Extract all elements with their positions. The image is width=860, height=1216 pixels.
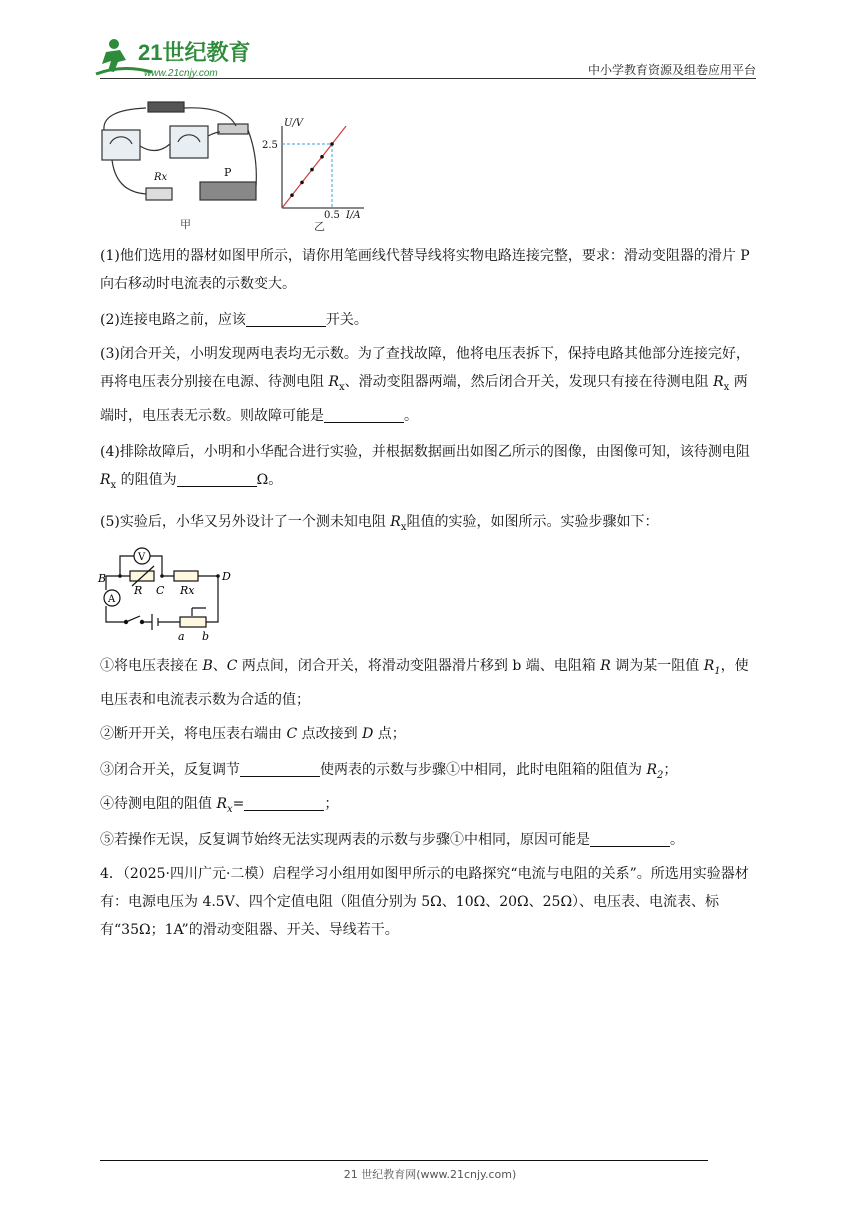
- q3-text-a: (3)闭合开关，小明发现两电表均无示数。为了查找故障，他将电压表拆下，保持电路其他部分连接完好，再将电压表分别接在电源、待测电阻: [100, 346, 750, 390]
- s3-text-a: ③闭合开关，反复调节: [100, 762, 240, 778]
- data-point: [310, 168, 314, 172]
- data-point: [290, 193, 294, 197]
- r1-symbol: R: [703, 658, 715, 674]
- logo-url: www.21cnjy.com: [144, 68, 218, 79]
- x-axis-label: I/A: [346, 210, 361, 221]
- s5-text-a: ⑤若操作无误，反复调节始终无法实现两表的示数与步骤①中相同，原因可能是: [100, 832, 590, 848]
- s3-text-c: ；: [663, 762, 678, 778]
- question-1: (1)他们选用的器材如图甲所示，请你用笔画线代替导线将实物电路连接完整，要求：滑动变阻器的滑片 P 向右移动时电流表的示数变大。: [100, 248, 750, 292]
- question-2: [100, 306, 756, 334]
- header-divider: [100, 78, 756, 79]
- rheostat-end-b-label: b: [202, 630, 210, 643]
- s1-text-a: ①将电压表接在: [100, 658, 203, 674]
- step-3: [100, 756, 756, 790]
- y-axis-label: U/V: [284, 118, 304, 129]
- question-4-next: 4．（2025·四川广元·二模）启程学习小组用如图甲所示的电路探究“电流与电阻的关系”。所选用实验器材有：电源电压为 4.5V、四个定值电阻（阻值分别为 5Ω、10Ω、20Ω、25Ω）、电压表、电流表、标有“35Ω；1A”的滑动变阻器、开关、导线若干。: [100, 866, 749, 938]
- s4-text-a: ④待测电阻的阻值: [100, 796, 217, 812]
- r2-subscript: 2: [657, 769, 664, 781]
- q2-text-a: (2)连接电路之前，应该: [100, 312, 246, 328]
- ui-graph: [262, 118, 364, 221]
- rx-symbol: R: [713, 374, 724, 390]
- rheostat-symbol: [180, 617, 206, 627]
- question-3: [100, 340, 756, 430]
- resistor-rx: [174, 571, 198, 581]
- rx-subscript: x: [227, 803, 233, 815]
- point-b-symbol: B: [202, 658, 213, 674]
- rheostat-end-a-label: a: [178, 630, 185, 643]
- rx-subscript: x: [339, 381, 345, 393]
- ammeter-icon: [170, 126, 208, 158]
- r2-symbol: R: [646, 762, 657, 778]
- s2-text-c: 点；: [373, 726, 406, 742]
- q3-text-d: 。: [404, 407, 418, 424]
- rx-subscript: x: [110, 479, 117, 491]
- battery-pack-icon: [148, 102, 184, 112]
- s4-text-b: =: [232, 796, 245, 812]
- header-platform-text: 中小学教育资源及组卷应用平台: [587, 63, 756, 77]
- switch-symbol: [126, 616, 140, 622]
- s2-text-b: 点改接到: [297, 726, 363, 742]
- rx-symbol: R: [100, 472, 111, 488]
- point-b-label: B: [98, 572, 107, 585]
- logo-text: 21世纪教育: [138, 40, 251, 65]
- s1-text-c: 两点间，闭合开关，将滑动变阻器滑片移到 b 端、电阻箱: [237, 658, 601, 674]
- point-d-symbol: D: [362, 726, 374, 742]
- answer-blank: [244, 794, 324, 811]
- point-c-symbol: C: [226, 658, 238, 674]
- q4-text-c: Ω。: [256, 472, 283, 488]
- q5-text-a: (5)实验后，小华又另外设计了一个测未知电阻: [100, 514, 391, 530]
- rx-symbol: R: [216, 796, 227, 812]
- caption-yi: 乙: [314, 220, 325, 233]
- ammeter-label: A: [108, 594, 116, 605]
- s3-text-b: 使两表的示数与步骤①中相同，此时电阻箱的阻值为: [320, 762, 647, 778]
- s1-text-d: 调为某一阻值: [610, 658, 704, 674]
- point-c-symbol: C: [286, 726, 298, 742]
- q2-text-b: 开关。: [325, 312, 368, 328]
- resistor-rx-icon: [146, 188, 172, 200]
- figure-apparatus-and-graph: [96, 96, 396, 236]
- q3-text-b: 、滑动变阻器两端，然后闭合开关，发现只有接在待测电阻: [344, 374, 714, 390]
- r-symbol: R: [600, 658, 611, 674]
- answer-blank: [240, 760, 320, 777]
- data-point: [330, 142, 334, 146]
- site-logo: [92, 34, 262, 80]
- step-2: [100, 720, 756, 748]
- step-1: [100, 652, 756, 714]
- rx-symbol: R: [328, 374, 339, 390]
- answer-blank: [177, 470, 257, 487]
- s2-text-a: ②断开开关，将电压表右端由: [100, 726, 287, 742]
- rx-label: Rx: [154, 172, 168, 183]
- r1-subscript: 1: [714, 665, 721, 677]
- x-tick-label: 0.5: [324, 210, 340, 221]
- q3-text-c: 两端时，电压表无示数。则故障可能是: [100, 374, 748, 424]
- circuit-diagram: [96, 542, 236, 646]
- rx-subscript: x: [400, 521, 407, 533]
- answer-blank: [324, 406, 404, 423]
- footer-text: 21 世纪教育网(www.21cnjy.com): [343, 1168, 517, 1181]
- voltmeter-icon: [102, 130, 140, 160]
- data-point: [320, 155, 324, 159]
- voltmeter-label: V: [138, 552, 146, 563]
- s1-text-b: 、: [212, 658, 227, 674]
- step-5: [100, 826, 756, 854]
- y-tick-label: 2.5: [262, 140, 278, 151]
- question-4: [100, 438, 756, 500]
- point-c-label: C: [156, 584, 165, 597]
- q4-text-a: (4)排除故障后，小明和小华配合进行实验，并根据数据画出如图乙所示的图像，由图像可知，该待测电阻: [100, 444, 750, 460]
- rx-subscript: x: [723, 381, 730, 393]
- resistor-rx-label: Rx: [180, 584, 195, 597]
- switch-icon: [218, 124, 248, 134]
- question-5: [100, 508, 756, 542]
- resistance-box-r: [130, 571, 154, 581]
- s5-text-b: 。: [670, 832, 684, 848]
- point-d-label: D: [222, 570, 231, 583]
- caption-jia: 甲: [180, 218, 191, 231]
- q5-text-b: 阻值的实验，如图所示。实验步骤如下：: [406, 514, 659, 530]
- step-4: [100, 790, 756, 824]
- data-point: [300, 181, 304, 185]
- q4-text-b: 的阻值为: [116, 472, 177, 488]
- s4-text-c: ；: [324, 796, 339, 812]
- answer-blank: [590, 830, 670, 847]
- answer-blank: [246, 310, 326, 327]
- footer-divider: [100, 1160, 708, 1161]
- rheostat-icon: [200, 182, 256, 200]
- resistor-r-label: R: [134, 584, 143, 597]
- apparatus-figure: [102, 102, 256, 200]
- s1-text-e: ，使电压表和电流表示数为合适的值；: [100, 658, 749, 708]
- slider-p-label: P: [224, 166, 232, 179]
- rx-symbol: R: [390, 514, 401, 530]
